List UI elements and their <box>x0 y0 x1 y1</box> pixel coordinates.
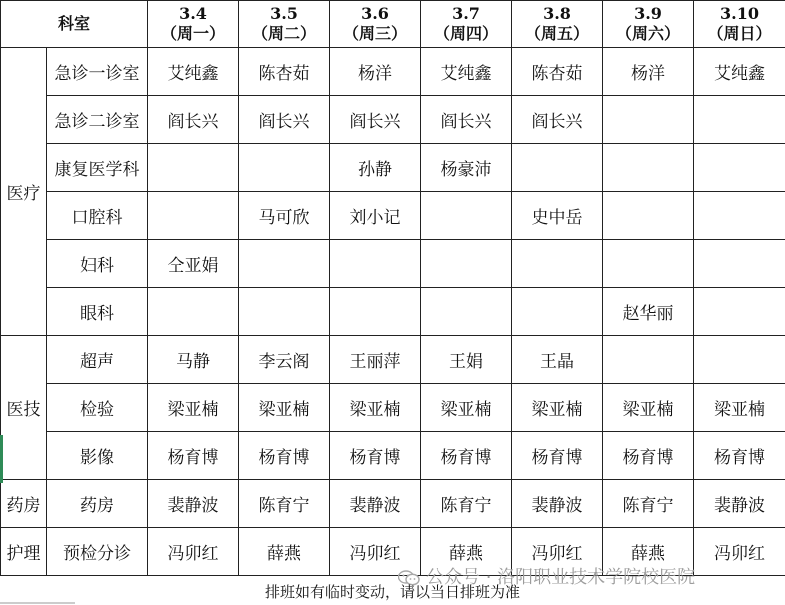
table-row <box>1 240 785 288</box>
duty-cell: 艾纯鑫 <box>421 48 512 96</box>
duty-cell <box>694 336 785 384</box>
table-row <box>1 432 785 480</box>
duty-cell <box>603 144 694 192</box>
duty-cell: 陈育宁 <box>603 480 694 528</box>
table-row <box>1 48 785 96</box>
duty-cell <box>694 144 785 192</box>
day-weekday: （周二） <box>252 24 317 43</box>
table-row <box>1 336 785 384</box>
duty-cell: 杨育博 <box>148 432 239 480</box>
day-weekday: （周日） <box>707 24 772 43</box>
duty-cell <box>512 240 603 288</box>
duty-cell: 陈杏茹 <box>512 48 603 96</box>
duty-cell: 阎长兴 <box>148 96 239 144</box>
duty-cell: 梁亚楠 <box>421 384 512 432</box>
dept-cell: 妇科 <box>47 240 148 288</box>
table-row <box>1 96 785 144</box>
duty-cell <box>239 240 330 288</box>
day-date: 3.9 <box>634 4 662 23</box>
duty-cell: 裴静波 <box>694 480 785 528</box>
dept-cell: 急诊一诊室 <box>47 48 148 96</box>
header-row <box>1 1 785 48</box>
duty-cell: 王娟 <box>421 336 512 384</box>
day-header <box>694 1 785 48</box>
duty-cell: 冯卯红 <box>148 528 239 576</box>
duty-cell: 杨育博 <box>603 432 694 480</box>
day-header <box>148 1 239 48</box>
table-row <box>1 144 785 192</box>
category-pharmacy: 药房 <box>1 480 47 528</box>
table-row <box>1 384 785 432</box>
duty-cell <box>694 288 785 336</box>
duty-cell: 杨育博 <box>512 432 603 480</box>
duty-cell: 杨育博 <box>239 432 330 480</box>
dept-cell: 影像 <box>47 432 148 480</box>
duty-cell: 李云阁 <box>239 336 330 384</box>
duty-cell: 裴静波 <box>148 480 239 528</box>
dept-cell: 检验 <box>47 384 148 432</box>
footer-divider <box>0 602 75 604</box>
duty-cell: 杨豪沛 <box>421 144 512 192</box>
category-tech: 医技 <box>1 336 47 480</box>
duty-cell: 裴静波 <box>330 480 421 528</box>
duty-cell: 裴静波 <box>512 480 603 528</box>
table-row <box>1 192 785 240</box>
duty-cell: 艾纯鑫 <box>694 48 785 96</box>
duty-cell: 薛燕 <box>421 528 512 576</box>
duty-cell: 薛燕 <box>239 528 330 576</box>
duty-cell: 马静 <box>148 336 239 384</box>
day-date: 3.6 <box>361 4 389 23</box>
duty-cell: 陈育宁 <box>421 480 512 528</box>
duty-cell: 杨洋 <box>330 48 421 96</box>
duty-cell: 阎长兴 <box>239 96 330 144</box>
duty-cell <box>603 96 694 144</box>
duty-cell <box>512 288 603 336</box>
duty-cell <box>694 192 785 240</box>
day-header <box>512 1 603 48</box>
duty-cell <box>421 288 512 336</box>
duty-cell <box>603 192 694 240</box>
day-weekday: （周六） <box>616 24 681 43</box>
duty-cell: 史中岳 <box>512 192 603 240</box>
dept-header: 科室 <box>1 1 148 48</box>
duty-cell: 艾纯鑫 <box>148 48 239 96</box>
duty-cell: 阎长兴 <box>421 96 512 144</box>
duty-cell <box>603 240 694 288</box>
duty-cell <box>512 144 603 192</box>
duty-cell: 王丽萍 <box>330 336 421 384</box>
duty-cell: 梁亚楠 <box>512 384 603 432</box>
day-date: 3.7 <box>452 4 480 23</box>
duty-cell: 陈育宁 <box>239 480 330 528</box>
dept-cell: 急诊二诊室 <box>47 96 148 144</box>
duty-cell: 马可欣 <box>239 192 330 240</box>
duty-cell: 梁亚楠 <box>694 384 785 432</box>
duty-cell: 梁亚楠 <box>239 384 330 432</box>
day-date: 3.8 <box>543 4 571 23</box>
day-weekday: （周一） <box>161 24 226 43</box>
duty-cell: 刘小记 <box>330 192 421 240</box>
duty-cell: 冯卯红 <box>330 528 421 576</box>
side-accent-mark <box>0 435 3 483</box>
day-header <box>239 1 330 48</box>
duty-cell: 阎长兴 <box>512 96 603 144</box>
footer-note: 排班如有临时变动，请以当日排班为准 <box>264 583 520 601</box>
duty-cell: 冯卯红 <box>512 528 603 576</box>
duty-cell: 冯卯红 <box>694 528 785 576</box>
day-weekday: （周四） <box>434 24 499 43</box>
day-weekday: （周三） <box>343 24 408 43</box>
watermark-text: 公众号 · 洛阳职业技术学院校医院 <box>426 567 696 588</box>
duty-cell: 杨育博 <box>694 432 785 480</box>
duty-cell <box>148 144 239 192</box>
duty-cell <box>148 192 239 240</box>
dept-cell: 药房 <box>47 480 148 528</box>
duty-cell: 杨育博 <box>330 432 421 480</box>
duty-cell <box>603 336 694 384</box>
duty-cell: 杨育博 <box>421 432 512 480</box>
table-row <box>1 480 785 528</box>
duty-cell <box>330 240 421 288</box>
duty-cell: 孙静 <box>330 144 421 192</box>
duty-cell <box>148 288 239 336</box>
duty-cell: 阎长兴 <box>330 96 421 144</box>
category-medical: 医疗 <box>1 48 47 336</box>
day-header <box>603 1 694 48</box>
dept-cell: 康复医学科 <box>47 144 148 192</box>
duty-cell: 陈杏茹 <box>239 48 330 96</box>
day-header <box>330 1 421 48</box>
duty-cell <box>694 96 785 144</box>
duty-cell: 梁亚楠 <box>148 384 239 432</box>
duty-cell <box>421 240 512 288</box>
day-date: 3.10 <box>720 4 759 23</box>
duty-cell: 梁亚楠 <box>330 384 421 432</box>
dept-cell: 预检分诊 <box>47 528 148 576</box>
dept-cell: 口腔科 <box>47 192 148 240</box>
category-nursing: 护理 <box>1 528 47 576</box>
duty-cell <box>239 288 330 336</box>
duty-cell <box>239 144 330 192</box>
day-date: 3.5 <box>270 4 298 23</box>
duty-cell <box>330 288 421 336</box>
duty-cell: 王晶 <box>512 336 603 384</box>
duty-cell <box>421 192 512 240</box>
table-row <box>1 288 785 336</box>
dept-cell: 眼科 <box>47 288 148 336</box>
day-header <box>421 1 512 48</box>
duty-cell: 薛燕 <box>603 528 694 576</box>
duty-cell: 赵华丽 <box>603 288 694 336</box>
duty-cell: 杨洋 <box>603 48 694 96</box>
day-weekday: （周五） <box>525 24 590 43</box>
duty-cell <box>694 240 785 288</box>
day-date: 3.4 <box>179 4 207 23</box>
dept-cell: 超声 <box>47 336 148 384</box>
duty-cell: 仝亚娟 <box>148 240 239 288</box>
duty-cell: 梁亚楠 <box>603 384 694 432</box>
